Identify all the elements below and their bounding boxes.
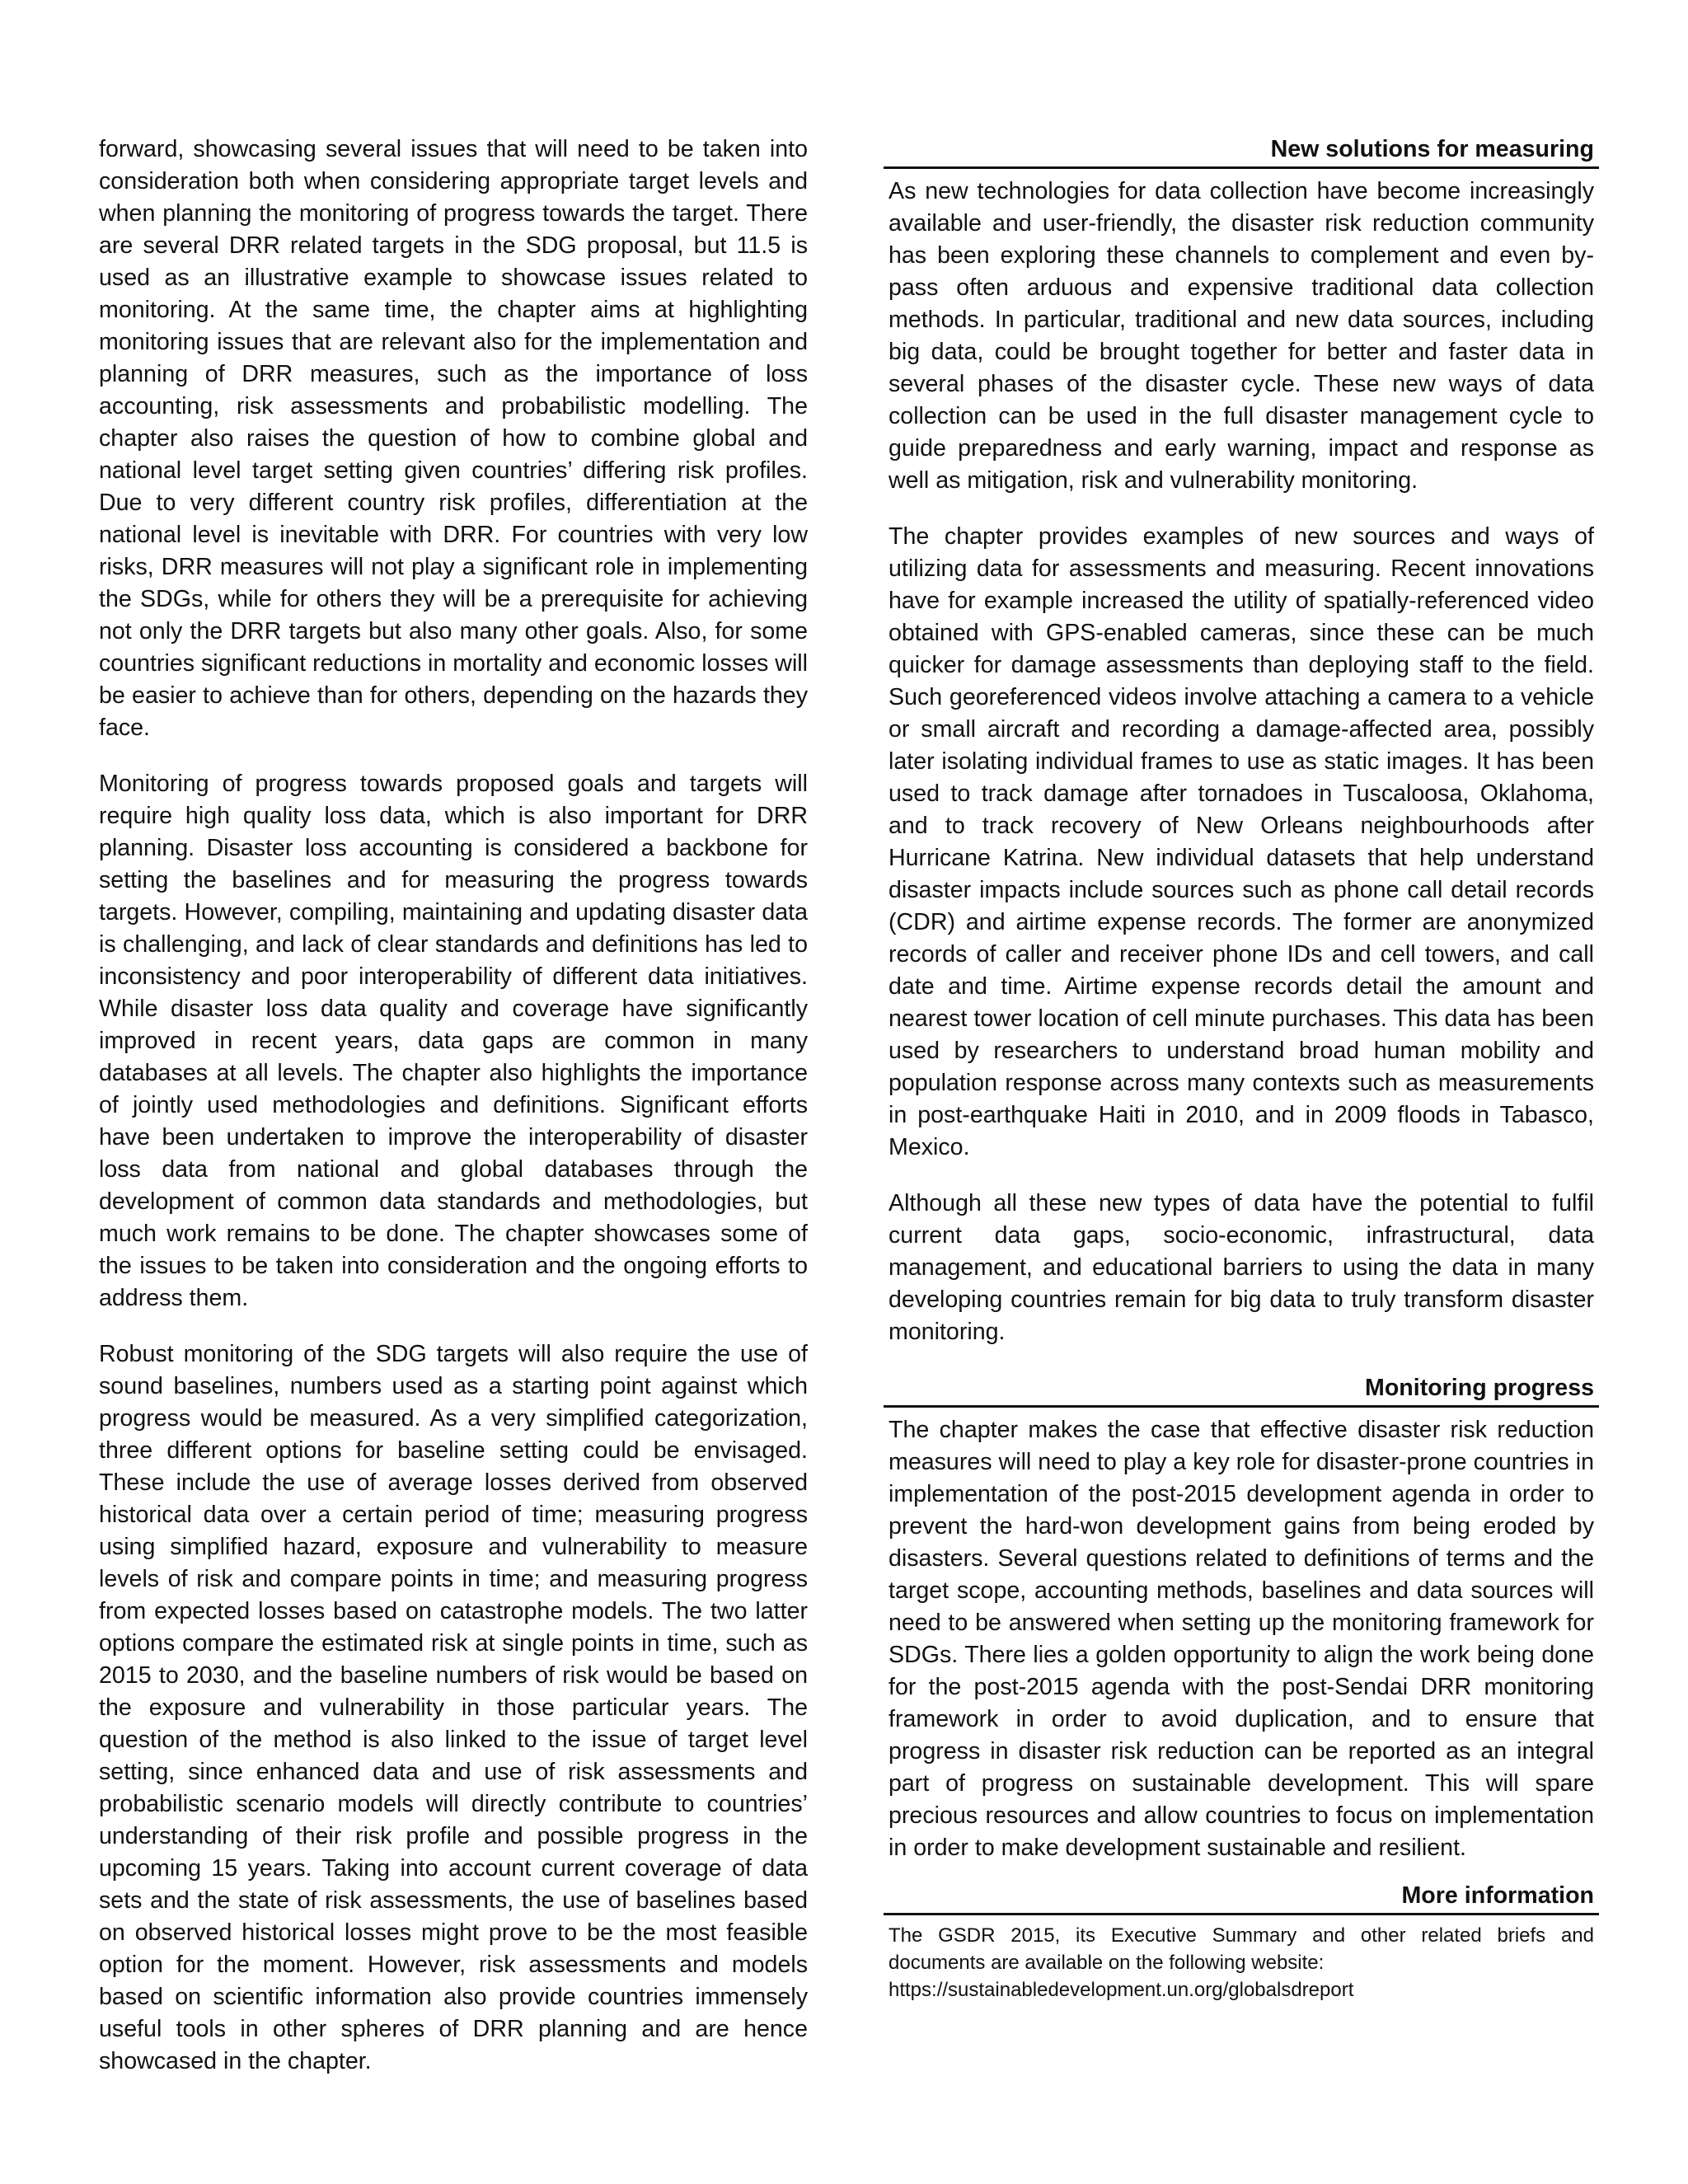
- section-heading-new-solutions: New solutions for measuring: [884, 134, 1599, 169]
- body-paragraph: Although all these new types of data have the potential to fulfil current data gaps, socio-economic, infrastructural, data management, and educational barriers to using the data in many developing countries remain for big data to truly transform disaster monitoring.: [889, 1190, 1594, 1345]
- section-monitoring-progress: [884, 1372, 1599, 1864]
- body-paragraph: Monitoring of progress towards proposed goals and targets will require high quality loss data, which is also important for DRR planning. Disaster loss accounting is considered a backbone for setting the baselines and for measuring the progress towards targets. However, compiling, maintaining and updating disaster data is challenging, and lack of clear standards and definitions has led to inconsistency and poor interoperability of different data initiatives. While disaster loss data quality and coverage have significantly improved in recent years, data gaps are common in many databases at all levels. The chapter also highlights the importance of jointly used methodologies and definitions. Significant efforts have been undertaken to improve the interoperability of disaster loss data from national and global databases through the development of common data standards and methodologies, but much work remains to be done. The chapter showcases some of the issues to be taken into consideration and the ongoing efforts to address them.: [99, 771, 808, 1311]
- section-heading-monitoring-progress: Monitoring progress: [884, 1372, 1599, 1408]
- right-column: [884, 134, 1599, 2004]
- body-paragraph: As new technologies for data collection have become increasingly available and user-friendly, the disaster risk reduction community has been exploring these channels to complement and even by-pass often arduous and expensive traditional data collection methods. In particular, traditional and new data sources, including big data, could be brought together for better and faster data in several phases of the disaster cycle. These new ways of data collection can be used in the full disaster management cycle to guide preparedness and early warning, impact and response as well as mitigation, risk and vulnerability monitoring.: [889, 178, 1594, 494]
- left-column: [99, 134, 808, 2102]
- section-heading-more-information: More information: [884, 1880, 1599, 1915]
- website-url: https://sustainabledevelopment.un.org/globalsdreport: [889, 1979, 1354, 2001]
- body-paragraph: forward, showcasing several issues that will need to be taken into consideration both when considering appropriate target levels and when planning the monitoring of progress towards the target. There are several DRR related targets in the SDG proposal, but 11.5 is used as an illustrative example to showcase issues related to monitoring. At the same time, the chapter aims at highlighting monitoring issues that are relevant also for the implementation and planning of DRR measures, such as the importance of loss accounting, risk assessments and probabilistic modelling. The chapter also raises the question of how to combine global and national level target setting given countries’ differing risk profiles. Due to very different country risk profiles, differentiation at the national level is inevitable with DRR. For countries with very low risks, DRR measures will not play a significant role in implementing the SDGs, while for others they will be a prerequisite for achieving not only the DRR targets but also many other goals. Also, for some countries significant reductions in mortality and economic losses will be easier to achieve than for others, depending on the hazards they face.: [99, 136, 808, 741]
- body-paragraph: The chapter makes the case that effective disaster risk reduction measures will need to play a key role for disaster-prone countries in implementation of the post-2015 development agenda in order to prevent the hard-won development gains from being eroded by disasters. Several questions related to definitions of terms and the target scope, accounting methods, baselines and data sources will need to be answered when setting up the monitoring framework for SDGs. There lies a golden opportunity to align the work being done for the post-2015 agenda with the post-Sendai DRR monitoring framework in order to avoid duplication, and to ensure that progress in disaster risk reduction can be reported as an integral part of progress on sustainable development. This will spare precious resources and allow countries to focus on implementation in order to make development sustainable and resilient.: [889, 1417, 1594, 1861]
- body-paragraph: The chapter provides examples of new sources and ways of utilizing data for assessments and measuring. Recent innovations have for example increased the utility of spatially-referenced video obtained with GPS-enabled cameras, since these can be much quicker for damage assessments than deploying staff to the field. Such georeferenced videos involve attaching a camera to a vehicle or small aircraft and recording a damage-affected area, possibly later isolating individual frames to use as static images. It has been used to track damage after tornadoes in Tuscaloosa, Oklahoma, and to track recovery of New Orleans neighbourhoods after Hurricane Katrina. New individual datasets that help understand disaster impacts include sources such as phone call detail records (CDR) and airtime expense records. The former are anonymized records of caller and receiver phone IDs and cell towers, and call date and time. Airtime expense records detail the amount and nearest tower location of cell minute purchases. This data has been used by researchers to understand broad human mobility and population response across many contexts such as measurements in post-earthquake Haiti in 2010, and in 2009 floods in Tabasco, Mexico.: [889, 523, 1594, 1160]
- more-information-text: The GSDR 2015, its Executive Summary and other related briefs and documents are available on the following website:: [889, 1924, 1594, 1974]
- body-paragraph: Robust monitoring of the SDG targets will also require the use of sound baselines, numbers used as a starting point against which progress would be measured. As a very simplified categorization, three different options for baseline setting could be envisaged. These include the use of average losses derived from observed historical data over a certain period of time; measuring progress using simplified hazard, exposure and vulnerability to measure levels of risk and compare points in time; and measuring progress from expected losses based on catastrophe models. The two latter options compare the estimated risk at single points in time, such as 2015 to 2030, and the baseline numbers of risk would be based on the exposure and vulnerability in those particular years. The question of the method is also linked to the issue of target level setting, since enhanced data and use of risk assessments and probabilistic scenario models will directly contribute to countries’ understanding of their risk profile and possible progress in the upcoming 15 years. Taking into account current coverage of data sets and the state of risk assessments, the use of baselines based on observed historical losses might prove to be the most feasible option for the moment. However, risk assessments and models based on scientific information also provide countries immensely useful tools in other spheres of DRR planning and are hence showcased in the chapter.: [99, 1341, 808, 2074]
- section-more-information: [884, 1880, 1599, 2004]
- section-new-solutions: [884, 134, 1599, 1348]
